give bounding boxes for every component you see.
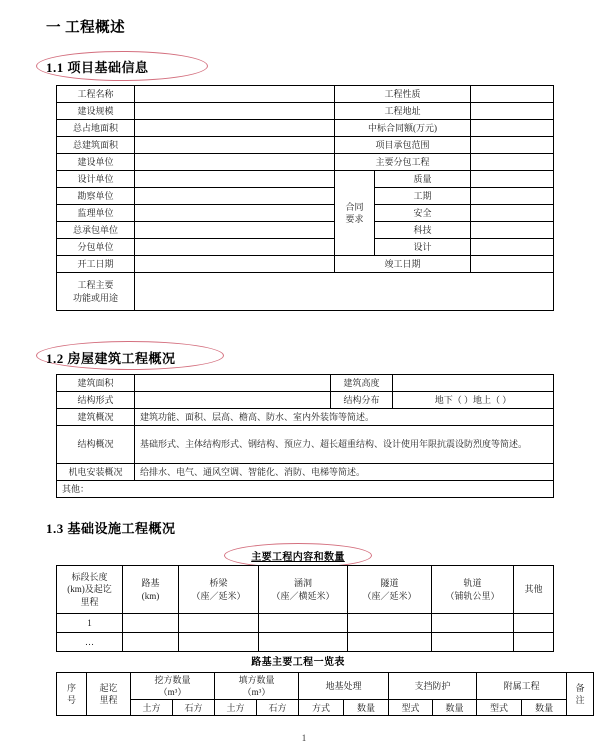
cell-label: 工程地址 <box>335 103 471 120</box>
header-line1: 标段长度 <box>71 572 108 583</box>
cell-value[interactable] <box>135 154 335 171</box>
table-row <box>57 426 554 464</box>
cell-value[interactable] <box>471 205 554 222</box>
cell-value[interactable] <box>123 614 179 633</box>
cell-value[interactable] <box>432 633 514 652</box>
subcolumn-header: 型式 <box>389 700 433 716</box>
cell-value-structure-distribution[interactable]: 地下（ ）地上（ ） <box>393 392 554 409</box>
cell-label-finish-date: 竣工日期 <box>335 256 471 273</box>
subcolumn-header: 石方 <box>257 700 299 716</box>
header-line3: 里程 <box>80 596 99 607</box>
subcolumn-header: 方式 <box>299 700 344 716</box>
table-row <box>57 86 554 103</box>
cell-value-description[interactable]: 给排水、电气、通风空调、智能化、消防、电梯等简述。 <box>135 464 554 481</box>
cell-value[interactable] <box>471 188 554 205</box>
header-line2: （m³） <box>242 687 271 698</box>
cell-value[interactable] <box>259 614 348 633</box>
cell-value[interactable] <box>514 614 554 633</box>
cell-other-label[interactable]: 其他： <box>57 481 554 498</box>
cell-label: 监理单位 <box>57 205 135 222</box>
header-line2: （铺轨公里） <box>445 590 500 601</box>
cell-label-contract-requirements <box>335 171 375 256</box>
cell-label: 安全 <box>375 205 471 222</box>
header-line1: 填方数量 <box>238 675 275 685</box>
header-line1: 涵洞 <box>293 578 312 589</box>
cell-label: 主要分包工程 <box>335 154 471 171</box>
subcolumn-header: 数量 <box>522 700 567 716</box>
cell-value-finish-date[interactable] <box>471 256 554 273</box>
table-row <box>57 103 554 120</box>
table-row <box>57 375 554 392</box>
cell-label: 建设单位 <box>57 154 135 171</box>
cell-label: 建设规模 <box>57 103 135 120</box>
cell-label: 设计单位 <box>57 171 135 188</box>
table-row <box>57 273 554 311</box>
cell-value[interactable] <box>135 137 335 154</box>
cell-value[interactable] <box>471 103 554 120</box>
subcolumn-header: 石方 <box>173 700 215 716</box>
cell-value[interactable] <box>135 103 335 120</box>
contract-label-line2: 要求 <box>345 214 364 224</box>
cell-label: 质量 <box>375 171 471 188</box>
column-header-ancillary-works: 附属工程 <box>477 673 567 700</box>
cell-value[interactable] <box>514 633 554 652</box>
cell-value[interactable] <box>135 188 335 205</box>
table-row <box>57 222 554 239</box>
header-line1: 路基 <box>141 578 160 589</box>
header-line2: 注 <box>575 695 585 706</box>
header-line1: 轨道 <box>463 578 482 589</box>
cell-label: 建筑概况 <box>57 409 135 426</box>
subcolumn-header: 土方 <box>215 700 257 716</box>
table-header-row <box>57 673 594 700</box>
cell-value[interactable] <box>471 154 554 171</box>
header-line1: 备 <box>575 683 585 693</box>
main-works-table-title: 主要工程内容和数量 <box>251 552 345 563</box>
cell-value-description[interactable]: 基础形式、主体结构形式、钢结构、预应力、超长超重结构、设计使用年限抗震设防烈度等简述。 <box>135 426 554 464</box>
header-line2: （座／横延米） <box>271 590 335 601</box>
cell-label: 设计 <box>375 239 471 256</box>
header-line1: 其他 <box>524 584 543 595</box>
column-header-bridge <box>179 566 259 614</box>
cell-label: 工程名称 <box>57 86 135 103</box>
table-row <box>57 154 554 171</box>
cell-value[interactable] <box>135 86 335 103</box>
cell-label: 中标合同额(万元) <box>335 120 471 137</box>
table-row <box>57 137 554 154</box>
section-heading-1-1: 1.1 项目基础信息 <box>46 60 149 75</box>
subgrade-main-works-list-table <box>56 672 594 716</box>
table-header-row <box>57 566 554 614</box>
cell-label-main-function <box>57 273 135 311</box>
cell-value[interactable] <box>393 375 554 392</box>
cell-value[interactable] <box>348 614 432 633</box>
column-header-subgrade <box>123 566 179 614</box>
cell-label: 建筑面积 <box>57 375 135 392</box>
column-header-mileage <box>87 673 131 716</box>
column-header-sequence-number <box>57 673 87 716</box>
cell-value[interactable] <box>432 614 514 633</box>
section-heading-1-2: 1.2 房屋建筑工程概况 <box>46 351 176 366</box>
header-line2: (km) <box>141 590 160 601</box>
column-header-track <box>432 566 514 614</box>
column-header-culvert <box>259 566 348 614</box>
header-line2: （座／延米） <box>362 590 417 601</box>
header-line2: (km)及起讫 <box>67 584 112 595</box>
header-line2: 号 <box>66 695 76 706</box>
cell-value[interactable] <box>135 392 331 409</box>
cell-value[interactable]: 1 <box>57 614 123 633</box>
column-header-retaining-protection: 支挡防护 <box>389 673 477 700</box>
header-line2: （m³） <box>158 687 187 698</box>
cell-value[interactable] <box>135 171 335 188</box>
header-line1: 挖方数量 <box>154 675 191 685</box>
cell-label: 机电安装概况 <box>57 464 135 481</box>
cell-label: 结构形式 <box>57 392 135 409</box>
subcolumn-header: 型式 <box>477 700 522 716</box>
header-line2: 里程 <box>99 695 118 706</box>
table-row <box>57 188 554 205</box>
cell-value[interactable] <box>471 171 554 188</box>
cell-value[interactable] <box>179 614 259 633</box>
column-header-fill-quantity <box>215 673 299 700</box>
cell-label: 工程性质 <box>335 86 471 103</box>
cell-label: 科技 <box>375 222 471 239</box>
header-line1: 隧道 <box>380 578 399 589</box>
cell-label: 工期 <box>375 188 471 205</box>
header-line1: 桥梁 <box>209 578 228 589</box>
cell-label: 结构概况 <box>57 426 135 464</box>
subcolumn-header: 数量 <box>344 700 389 716</box>
column-header-other <box>514 566 554 614</box>
main-works-content-quantity-table <box>56 565 554 652</box>
cell-label: 总承包单位 <box>57 222 135 239</box>
page-title: 一 工程概述 <box>46 20 126 36</box>
table-row <box>57 614 554 633</box>
header-line1: 起讫 <box>99 683 118 693</box>
cell-label: 勘察单位 <box>57 188 135 205</box>
table-row <box>57 256 554 273</box>
cell-value[interactable] <box>471 86 554 103</box>
cell-label: 建筑高度 <box>331 375 393 392</box>
cell-label: 结构分布 <box>331 392 393 409</box>
cell-value[interactable] <box>135 375 331 392</box>
cell-value[interactable] <box>135 239 335 256</box>
table-row <box>57 409 554 426</box>
subgrade-table-title: 路基主要工程一览表 <box>251 657 345 668</box>
cell-label: 项目承包范围 <box>335 137 471 154</box>
cell-label: 总占地面积 <box>57 120 135 137</box>
subcolumn-header: 土方 <box>131 700 173 716</box>
building-engineering-overview-table <box>56 374 554 498</box>
cell-value[interactable] <box>135 222 335 239</box>
cell-value[interactable] <box>135 120 335 137</box>
cell-value-main-function[interactable] <box>135 273 554 311</box>
cell-value[interactable] <box>471 239 554 256</box>
cell-value[interactable] <box>179 633 259 652</box>
cell-value[interactable] <box>471 222 554 239</box>
header-line2: （座／延米） <box>191 590 246 601</box>
cell-label-start-date: 开工日期 <box>57 256 135 273</box>
cell-label: 总建筑面积 <box>57 137 135 154</box>
table-row <box>57 633 554 652</box>
cell-value[interactable] <box>123 633 179 652</box>
cell-value[interactable] <box>259 633 348 652</box>
cell-label: 分包单位 <box>57 239 135 256</box>
section-heading-1-3: 1.3 基础设施工程概况 <box>46 521 176 536</box>
subcolumn-header: 数量 <box>433 700 477 716</box>
column-header-excavation-quantity <box>131 673 215 700</box>
main-function-label-line2: 功能或用途 <box>72 292 118 303</box>
header-line1: 序 <box>66 683 76 693</box>
table-row <box>57 481 554 498</box>
page-number: 1 <box>301 733 307 743</box>
column-header-remarks <box>567 673 594 716</box>
cell-value-start-date[interactable] <box>135 256 335 273</box>
column-header-tunnel <box>348 566 432 614</box>
cell-value[interactable]: … <box>57 633 123 652</box>
table-subheader-row <box>57 700 594 716</box>
table-row <box>57 171 554 188</box>
contract-label-line1: 合同 <box>345 201 364 212</box>
table-row <box>57 464 554 481</box>
project-basic-info-table <box>56 85 554 311</box>
main-function-label-line1: 工程主要 <box>77 280 114 291</box>
cell-value[interactable] <box>471 120 554 137</box>
table-row <box>57 205 554 222</box>
table-row <box>57 392 554 409</box>
table-row <box>57 120 554 137</box>
cell-value[interactable] <box>135 205 335 222</box>
cell-value[interactable] <box>471 137 554 154</box>
cell-value-description[interactable]: 建筑功能、面积、层高、檐高、防水、室内外装饰等简述。 <box>135 409 554 426</box>
column-header-foundation-treatment: 地基处理 <box>299 673 389 700</box>
cell-value[interactable] <box>348 633 432 652</box>
column-header-section-length <box>57 566 123 614</box>
table-row <box>57 239 554 256</box>
